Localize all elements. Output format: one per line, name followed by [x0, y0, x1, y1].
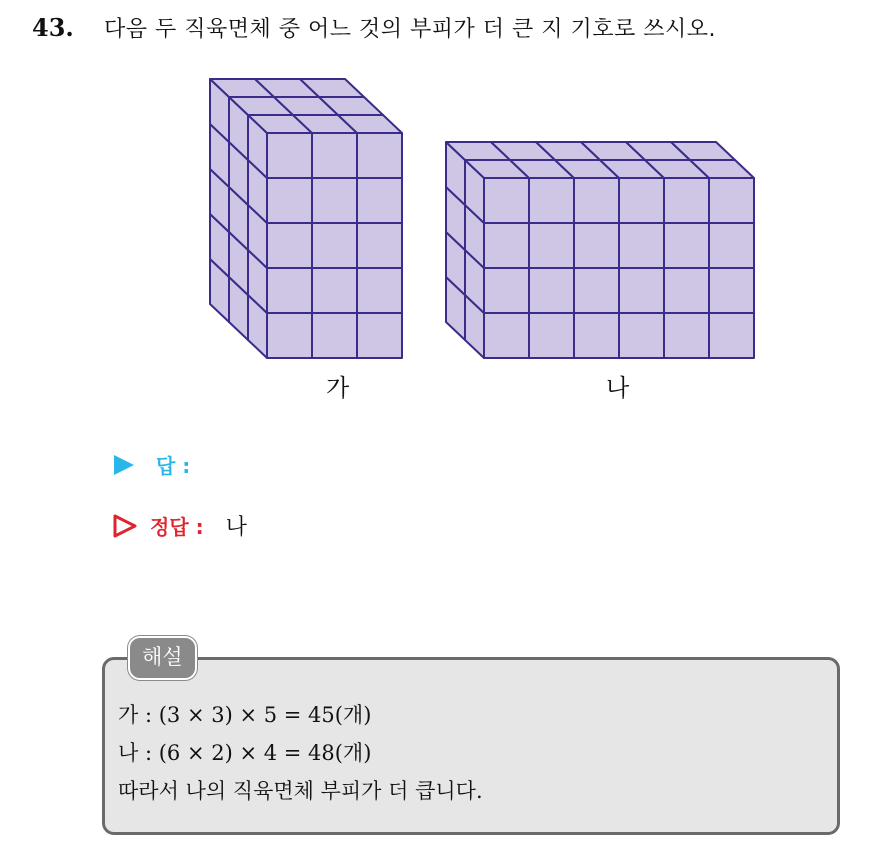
cube-front-face [574, 268, 619, 313]
cube-front-face [484, 223, 529, 268]
question-number: 43. [32, 13, 74, 42]
question-text: 다음 두 직육면체 중 어느 것의 부피가 더 큰 지 기호로 쓰시오. [104, 17, 716, 42]
cube-front-face [574, 223, 619, 268]
cube-front-face [619, 313, 664, 358]
cube-front-face [664, 178, 709, 223]
cube-front-face [357, 133, 402, 178]
cube-front-face [484, 268, 529, 313]
cube-front-face [312, 223, 357, 268]
explanation-line-1: 가 : (3 × 3) × 5 = 45(개) [118, 703, 372, 727]
cube-front-face [529, 313, 574, 358]
cube-front-face [619, 268, 664, 313]
explanation-line-3: 따라서 나의 직육면체 부피가 더 큽니다. [118, 779, 483, 803]
cube-front-face [574, 313, 619, 358]
cube-front-face [529, 268, 574, 313]
cube-front-face [267, 223, 312, 268]
correct-answer-label: 정답 : [150, 515, 204, 539]
cube-front-face [357, 268, 402, 313]
cube-front-face [574, 178, 619, 223]
cuboid-ga-label: 가 [326, 374, 350, 402]
cube-front-face [484, 313, 529, 358]
cube-front-face [357, 223, 402, 268]
cube-front-face [709, 178, 754, 223]
outline-triangle-icon [112, 513, 138, 539]
explanation-lines [118, 696, 483, 810]
cube-front-face [312, 313, 357, 358]
cube-front-face [312, 268, 357, 313]
cuboid-na-label: 나 [606, 374, 630, 402]
cube-front-face [664, 313, 709, 358]
cube-front-face [619, 178, 664, 223]
cube-front-face [267, 268, 312, 313]
cube-front-face [664, 223, 709, 268]
cuboid-na [446, 142, 754, 358]
cube-front-face [312, 133, 357, 178]
explanation-line-2: 나 : (6 × 2) × 4 = 48(개) [118, 741, 372, 765]
cube-front-face [267, 313, 312, 358]
cube-front-face [484, 178, 529, 223]
cuboid-ga [210, 79, 402, 358]
answer-row [112, 450, 190, 479]
cube-front-face [664, 268, 709, 313]
cube-front-face [357, 313, 402, 358]
cube-front-face [267, 133, 312, 178]
cube-front-face [357, 178, 402, 223]
cube-front-face [709, 313, 754, 358]
cube-front-face [312, 178, 357, 223]
play-triangle-icon [112, 453, 136, 477]
cube-front-face [529, 178, 574, 223]
cube-front-face [709, 223, 754, 268]
correct-answer-row [112, 510, 247, 541]
correct-answer-value: 나 [225, 515, 247, 540]
cube-front-face [709, 268, 754, 313]
answer-label: 답 : [156, 454, 191, 478]
cube-front-face [619, 223, 664, 268]
explanation-tag: 해설 [128, 636, 197, 680]
cube-front-face [267, 178, 312, 223]
cube-front-face [529, 223, 574, 268]
